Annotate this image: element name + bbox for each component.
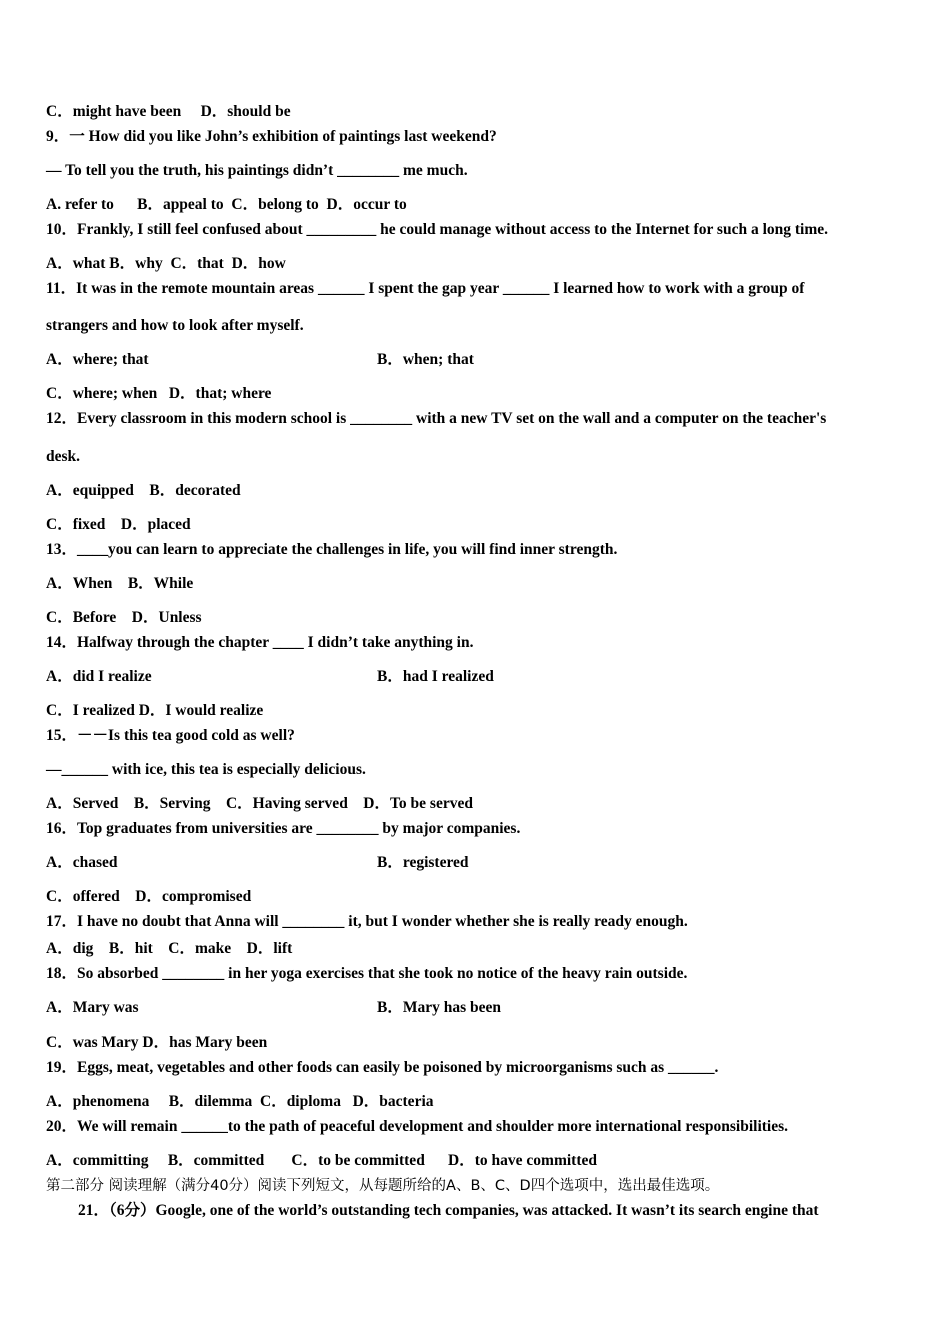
q20-options: A．committing B．committed C．to be committed D．to have committed [46, 1152, 597, 1169]
q21-passage-start: 21．（6分）Google, one of the world’s outstanding tech companies, was attacked. It wasn’t its search engine that [78, 1202, 819, 1219]
q9-response: — To tell you the truth, his paintings didn’t ________ me much. [46, 162, 468, 179]
q14-option-b: B．had I realized [377, 668, 494, 685]
q15-response: —______ with ice, this tea is especially delicious. [46, 761, 366, 778]
q19-options: A．phenomena B．dilemma C．diploma D．bacteria [46, 1093, 434, 1110]
q12-options-ab: A．equipped B．decorated [46, 482, 241, 499]
q11-question-cont: strangers and how to look after myself. [46, 317, 304, 334]
q19-question: 19．Eggs, meat, vegetables and other foods can easily be poisoned by microorganisms such as ______. [46, 1059, 719, 1076]
q16-question: 16．Top graduates from universities are ________ by major companies. [46, 820, 521, 837]
section-heading: 第二部分 阅读理解（满分40分）阅读下列短文，从每题所给的A、B、C、D四个选项中，选出最佳选项。 [46, 1178, 720, 1194]
q18-question: 18．So absorbed ________ in her yoga exercises that she took no notice of the heavy rain outside. [46, 965, 688, 982]
q16-options-cd: C．offered D．compromised [46, 888, 252, 905]
q10-question: 10．Frankly, I still feel confused about _________ he could manage without access to the Internet for such a long time. [46, 221, 829, 238]
q9-question: 9．一 How did you like John’s exhibition of paintings last weekend? [46, 128, 497, 145]
q14-option-a: A．did I realize [46, 668, 152, 685]
q11-options-cd: C．where; when D．that; where [46, 385, 272, 402]
q16-option-a: A．chased [46, 854, 118, 871]
q20-question: 20．We will remain ______to the path of peaceful development and shoulder more international responsibilities. [46, 1118, 789, 1135]
q10-options: A．what B．why C．that D．how [46, 255, 286, 272]
q13-options-cd: C．Before D．Unless [46, 609, 202, 626]
q15-options: A．Served B．Serving C．Having served D．To be served [46, 795, 473, 812]
q17-options: A．dig B．hit C．make D．lift [46, 940, 293, 957]
q18-option-a: A．Mary was [46, 999, 139, 1016]
q8-options-cd: C．might have been D．should be [46, 103, 291, 120]
q18-options-cd: C．was Mary D．has Mary been [46, 1034, 268, 1051]
q9-options: A. refer to B．appeal to C．belong to D．occur to [46, 196, 407, 213]
q11-option-b: B．when; that [377, 351, 474, 368]
q12-question: 12．Every classroom in this modern school is ________ with a new TV set on the wall and a computer on the teacher's [46, 410, 827, 427]
q14-options-cd: C．I realized D．I would realize [46, 702, 264, 719]
q12-options-cd: C．fixed D．placed [46, 516, 191, 533]
q16-option-b: B．registered [377, 854, 469, 871]
q11-option-a: A．where; that [46, 351, 149, 368]
q15-question: 15．－－Is this tea good cold as well? [46, 727, 295, 744]
q13-options-ab: A．When B．While [46, 575, 194, 592]
q12-question-cont: desk. [46, 448, 81, 465]
q13-question: 13．____you can learn to appreciate the challenges in life, you will find inner strength. [46, 541, 618, 558]
q18-option-b: B．Mary has been [377, 999, 502, 1016]
q11-question: 11．It was in the remote mountain areas ______ I spent the gap year ______ I learned how to work with a group of [46, 280, 805, 297]
q14-question: 14．Halfway through the chapter ____ I didn’t take anything in. [46, 634, 474, 651]
q17-question: 17．I have no doubt that Anna will ________ it, but I wonder whether she is really ready enough. [46, 913, 688, 930]
